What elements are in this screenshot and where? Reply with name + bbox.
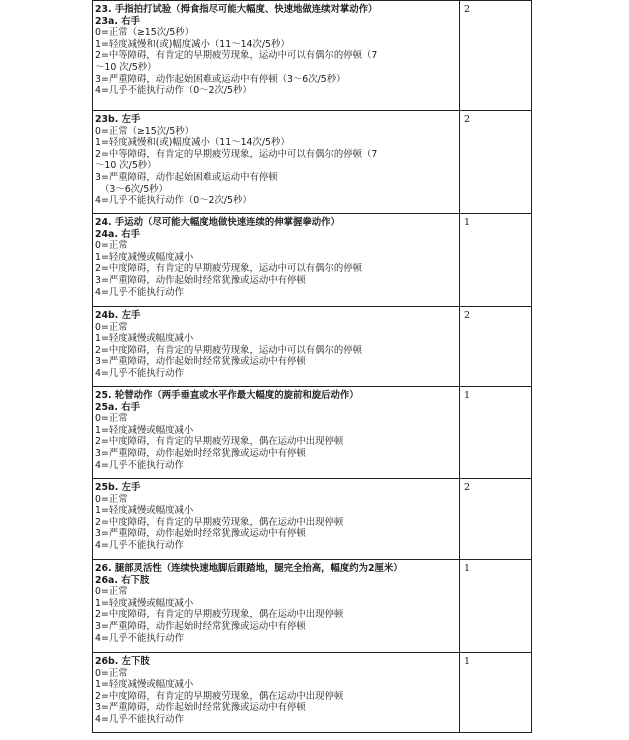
criteria-line: 1=轻度减慢或幅度减小 [95,424,194,436]
updrs-table [92,0,532,733]
sub-item-title: 23a. 右手 [95,15,140,27]
criteria-line: 1=轻度减慢或幅度减小 [95,333,194,345]
criteria-line: 4=几乎不能执行动作 [95,713,184,725]
column-divider [459,560,460,652]
table-row [92,214,532,307]
criteria-line: 3=严重障碍，动作起始时经常犹豫或运动中有停顿 [95,528,306,540]
column-divider [459,307,460,386]
sub-item-title: 26b. 左下肢 [95,656,150,667]
criteria-line: 2=中等障碍，有肯定的早期疲劳现象，运动中可以有偶尔的停顿（7 [95,50,378,62]
criteria-line: 1=轻度减慢或幅度减小 [95,597,194,609]
criteria-line: 3=严重障碍，动作起始时经常犹豫或运动中有停顿 [95,447,306,459]
criteria-line: 2=中度障碍，有肯定的早期疲劳现象，偶在运动中出现停顿 [95,436,344,448]
criteria-line: 0=正常 [95,240,128,252]
score-value: 2 [464,482,471,493]
score-value: 2 [464,4,471,15]
criteria-line: 4=几乎不能执行动作 [95,539,184,551]
column-divider [459,387,460,478]
criteria-line: 2=中度障碍，有肯定的早期疲劳现象，偶在运动中出现停顿 [95,516,344,528]
sub-item-title: 26a. 右下肢 [95,574,150,586]
table-row [92,653,532,733]
table-row [92,307,532,387]
section-title: 26. 腿部灵活性（连续快速地脚后跟踏地，腿完全抬高，幅度约为2厘米） [95,563,403,574]
criteria-line: 1=轻度减慢或幅度减小 [95,679,194,691]
criteria-line: 0=正常（≥15次/5秒） [95,27,194,39]
criteria-line: （3～6次/5秒） [100,183,168,195]
criteria-line: 0=正常 [95,586,128,598]
score-value: 1 [464,656,471,667]
item-content [95,4,457,97]
criteria-line: 2=中度障碍，有肯定的早期疲劳现象，偶在运动中出现停顿 [95,690,344,702]
score-value: 2 [464,310,471,321]
item-content [95,310,457,380]
sub-item-title: 25b. 左手 [95,482,141,493]
item-content [95,563,457,644]
section-title: 25. 轮替动作（两手垂直或水平作最大幅度的旋前和旋后动作） [95,390,359,401]
criteria-line: 0=正常（≥15次/5秒） [95,125,194,137]
criteria-line: 1=轻度减慢或幅度减小 [95,251,194,263]
score-value: 1 [464,390,471,401]
criteria-line: 0=正常 [95,413,128,425]
sub-item-title: 25a. 右手 [95,401,140,413]
criteria-line: 0=正常 [95,321,128,333]
criteria-line: 2=中度障碍，有肯定的早期疲劳现象，运动中可以有偶尔的停顿 [95,344,362,356]
criteria-line: 1=轻度减慢和(或)幅度减小（11～14次/5秒） [95,137,290,149]
sub-item-title: 24a. 右手 [95,228,140,240]
criteria-line: 4=几乎不能执行动作 [95,367,184,379]
criteria-line: 3=严重障碍，动作起始时经常犹豫或运动中有停顿 [95,356,306,368]
criteria-line: 3=严重障碍，动作起始困难或运动中有停顿 [95,171,278,183]
table-row [92,560,532,653]
table-row [92,0,532,111]
criteria-line: 3=严重障碍，动作起始时经常犹豫或运动中有停顿 [95,702,306,714]
criteria-line: 0=正常 [95,493,128,505]
score-value: 1 [464,217,471,228]
item-content [95,482,457,552]
criteria-line: ～10 次/5秒） [95,61,157,73]
table-row [92,111,532,214]
criteria-line: 2=中度障碍，有肯定的早期疲劳现象，运动中可以有偶尔的停顿 [95,263,362,275]
criteria-line: 4=几乎不能执行动作（0～2次/5秒） [95,85,252,97]
criteria-line: 2=中度障碍，有肯定的早期疲劳现象，偶在运动中出现停顿 [95,609,344,621]
item-content [95,656,457,726]
item-content [95,217,457,298]
item-content [95,390,457,471]
section-title: 23. 手指拍打试验（拇食指尽可能大幅度、快速地做连续对掌动作） [95,4,378,15]
criteria-line: ～10 次/5秒） [95,160,157,172]
criteria-line: 1=轻度减慢和(或)幅度减小（11～14次/5秒） [95,38,290,50]
criteria-line: 4=几乎不能执行动作 [95,459,184,471]
sub-item-title: 24b. 左手 [95,310,141,321]
criteria-line: 0=正常 [95,667,128,679]
table-row [92,479,532,560]
column-divider [459,479,460,559]
criteria-line: 3=严重障碍，动作起始困难或运动中有停顿（3～6次/5秒） [95,73,346,85]
criteria-line: 4=几乎不能执行动作 [95,286,184,298]
criteria-line: 2=中等障碍，有肯定的早期疲劳现象，运动中可以有偶尔的停顿（7 [95,148,378,160]
column-divider [459,653,460,732]
criteria-line: 4=几乎不能执行动作（0～2次/5秒） [95,195,252,207]
criteria-line: 4=几乎不能执行动作 [95,632,184,644]
sub-item-title: 23b. 左手 [95,114,141,125]
criteria-line: 1=轻度减慢或幅度减小 [95,505,194,517]
score-value: 2 [464,114,471,125]
column-divider [459,214,460,306]
column-divider [459,1,460,110]
criteria-line: 3=严重障碍，动作起始时经常犹豫或运动中有停顿 [95,274,306,286]
table-row [92,387,532,479]
criteria-line: 3=严重障碍，动作起始时经常犹豫或运动中有停顿 [95,620,306,632]
item-content [95,114,457,207]
section-title: 24. 手运动（尽可能大幅度地做快速连续的伸掌握拳动作） [95,217,340,228]
score-value: 1 [464,563,471,574]
column-divider [459,111,460,213]
